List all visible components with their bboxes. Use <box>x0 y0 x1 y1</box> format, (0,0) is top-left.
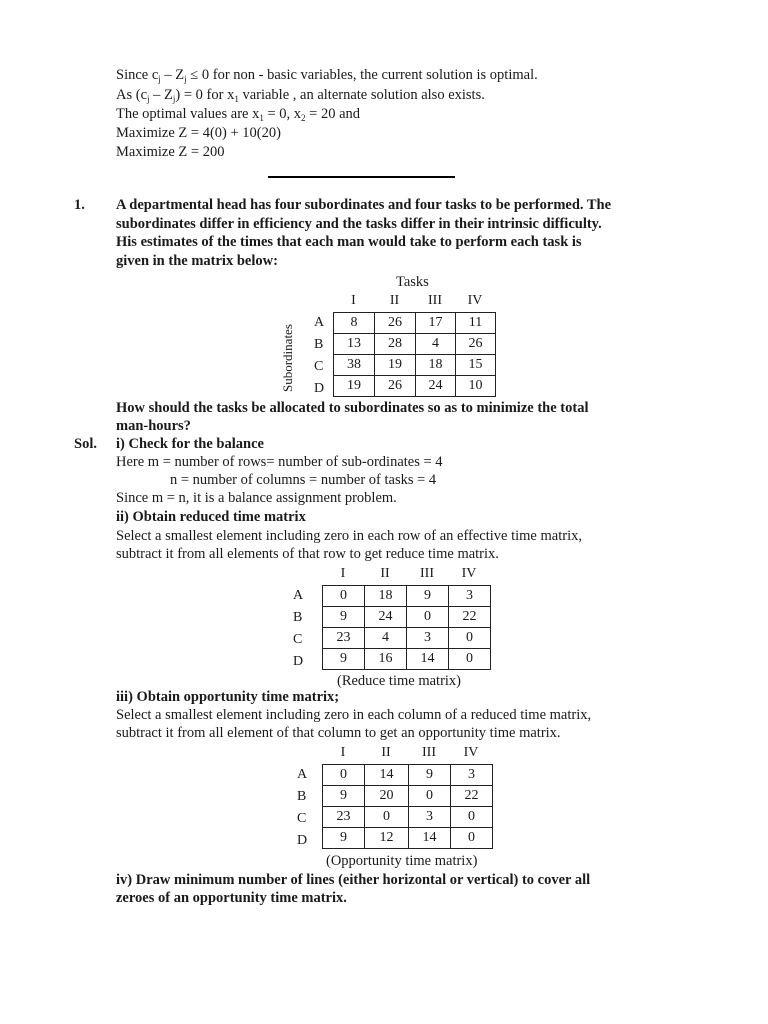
solution-label: Sol. <box>74 436 97 452</box>
intro-line-2: As $(c_j - Z_j) = 0$ for $x_1$ variable , an alternate solution also exists. <box>116 87 485 104</box>
section-divider <box>268 176 455 178</box>
matrix-cell: 0 <box>451 807 493 828</box>
step3-line-2: subtract it from all element of that column to get an opportunity time matrix. <box>116 725 561 741</box>
m2-col-header: I <box>340 566 346 581</box>
matrix-cell: 4 <box>365 628 407 649</box>
step1-line-2: n = number of columns = number of tasks = 4 <box>170 472 437 488</box>
intro-line-5: Maximize Z = 200 <box>116 144 225 160</box>
m1-row-label: D <box>314 381 325 396</box>
m2-row-label: C <box>293 632 303 647</box>
task-time-matrix <box>333 312 496 397</box>
step3-line-1: Select a smallest element including zero in each column of a reduced time matrix, <box>116 707 592 723</box>
table-row <box>334 313 496 334</box>
step2-title: ii) Obtain reduced time matrix <box>116 509 306 525</box>
m3-row-label: A <box>297 767 308 782</box>
intro-line-4: Maximize Z = 4(0) + 10(20) <box>116 125 281 141</box>
m1-row-label: C <box>314 359 324 374</box>
matrix-cell: 38 <box>334 355 375 376</box>
matrix-cell: 9 <box>323 786 365 807</box>
m2-col-header: II <box>380 566 390 581</box>
table-row <box>323 649 491 670</box>
table-row <box>323 607 491 628</box>
step1-title: i) Check for the balance <box>116 436 264 452</box>
matrix-cell: 3 <box>407 628 449 649</box>
matrix-cell: 0 <box>407 607 449 628</box>
step4-line-1: iv) Draw minimum number of lines (either horizontal or vertical) to cover all <box>116 872 591 888</box>
matrix-cell: 23 <box>323 628 365 649</box>
matrix-cell: 18 <box>365 586 407 607</box>
m1-col-header: I <box>351 293 356 308</box>
problem-line-1: A departmental head has four subordinates and four tasks to be performed. The <box>116 197 612 213</box>
matrix-cell: 20 <box>365 786 409 807</box>
matrix-cell: 0 <box>449 628 491 649</box>
matrix-cell: 22 <box>451 786 493 807</box>
matrix-cell: 4 <box>416 334 456 355</box>
subordinates-label: Subordinates <box>280 324 295 392</box>
matrix-cell: 3 <box>449 586 491 607</box>
matrix-cell: 24 <box>416 376 456 397</box>
matrix-cell: 16 <box>365 649 407 670</box>
matrix-cell: 14 <box>407 649 449 670</box>
intro-line-1: Since $c_j - Z_j \le 0$ for non - basic variables, the current solution is optimal. <box>116 67 538 84</box>
matrix-cell: 12 <box>365 828 409 849</box>
m2-col-header: IV <box>461 566 477 581</box>
question-line-1: How should the tasks be allocated to subordinates so as to minimize the total <box>116 400 589 416</box>
table-row <box>323 828 493 849</box>
problem-number: 1. <box>74 197 85 213</box>
m3-row-label: B <box>297 789 307 804</box>
matrix-cell: 0 <box>449 649 491 670</box>
matrix-cell: 9 <box>323 828 365 849</box>
problem-line-3: His estimates of the times that each man would take to perform each task is <box>116 234 582 250</box>
matrix-cell: 19 <box>334 376 375 397</box>
m3-col-header: I <box>340 745 346 760</box>
m3-col-header: II <box>381 745 391 760</box>
problem-line-4: given in the matrix below: <box>116 253 278 269</box>
table-row <box>323 586 491 607</box>
matrix-cell: 26 <box>456 334 496 355</box>
m3-col-header: III <box>422 745 436 760</box>
m3-row-label: D <box>297 833 308 848</box>
matrix-cell: 26 <box>375 313 416 334</box>
step1-line-3: Since m = n, it is a balance assignment problem. <box>116 490 397 506</box>
m1-row-label: A <box>314 315 325 330</box>
table-row <box>323 765 493 786</box>
matrix-cell: 19 <box>375 355 416 376</box>
matrix-cell: 0 <box>451 828 493 849</box>
intro-line-3: The optimal values are $x_1 = 0$, $x_2 = 20$ and <box>116 106 361 123</box>
matrix-cell: 9 <box>323 607 365 628</box>
matrix2-caption: (Reduce time matrix) <box>337 673 462 689</box>
step2-line-2: subtract it from all elements of that row to get reduce time matrix. <box>116 546 499 562</box>
matrix-cell: 17 <box>416 313 456 334</box>
matrix-cell: 13 <box>334 334 375 355</box>
table-row <box>334 355 496 376</box>
m2-row-label: B <box>293 610 303 625</box>
table-row <box>323 786 493 807</box>
step4-line-2: zeroes of an opportunity time matrix. <box>116 890 347 906</box>
table-row <box>334 376 496 397</box>
m2-row-label: A <box>293 588 304 603</box>
matrix-cell: 3 <box>451 765 493 786</box>
m3-col-header: IV <box>463 745 479 760</box>
matrix-cell: 3 <box>409 807 451 828</box>
matrix-cell: 18 <box>416 355 456 376</box>
matrix-cell: 9 <box>409 765 451 786</box>
matrix-cell: 14 <box>365 765 409 786</box>
reduced-time-matrix <box>322 585 491 670</box>
problem-line-2: subordinates differ in efficiency and the tasks differ in their intrinsic difficulty. <box>116 216 602 232</box>
matrix-cell: 24 <box>365 607 407 628</box>
matrix3-caption: (Opportunity time matrix) <box>326 853 478 869</box>
matrix-cell: 9 <box>407 586 449 607</box>
matrix-cell: 14 <box>409 828 451 849</box>
m2-col-header: III <box>420 566 434 581</box>
step2-line-1: Select a smallest element including zero in each row of an effective time matrix, <box>116 528 582 544</box>
matrix-cell: 28 <box>375 334 416 355</box>
m1-col-header: III <box>428 293 442 308</box>
m1-row-label: B <box>314 337 324 352</box>
matrix-cell: 10 <box>456 376 496 397</box>
matrix-cell: 0 <box>365 807 409 828</box>
m2-row-label: D <box>293 654 304 669</box>
matrix-cell: 8 <box>334 313 375 334</box>
matrix-cell: 26 <box>375 376 416 397</box>
matrix-cell: 9 <box>323 649 365 670</box>
m1-col-header: II <box>389 293 400 308</box>
table-row <box>323 807 493 828</box>
step1-line-1: Here m = number of rows= number of sub-ordinates = 4 <box>116 454 443 470</box>
m1-col-header: IV <box>467 293 483 308</box>
matrix-cell: 23 <box>323 807 365 828</box>
m3-row-label: C <box>297 811 307 826</box>
matrix-cell: 22 <box>449 607 491 628</box>
table-row <box>334 334 496 355</box>
matrix-cell: 15 <box>456 355 496 376</box>
step3-title: iii) Obtain opportunity time matrix; <box>116 689 340 705</box>
tasks-label: Tasks <box>396 274 429 290</box>
table-row <box>323 628 491 649</box>
opportunity-time-matrix <box>322 764 493 849</box>
question-line-2: man-hours? <box>116 418 191 434</box>
matrix-cell: 0 <box>409 786 451 807</box>
matrix-cell: 0 <box>323 765 365 786</box>
matrix-cell: 0 <box>323 586 365 607</box>
matrix-cell: 11 <box>456 313 496 334</box>
